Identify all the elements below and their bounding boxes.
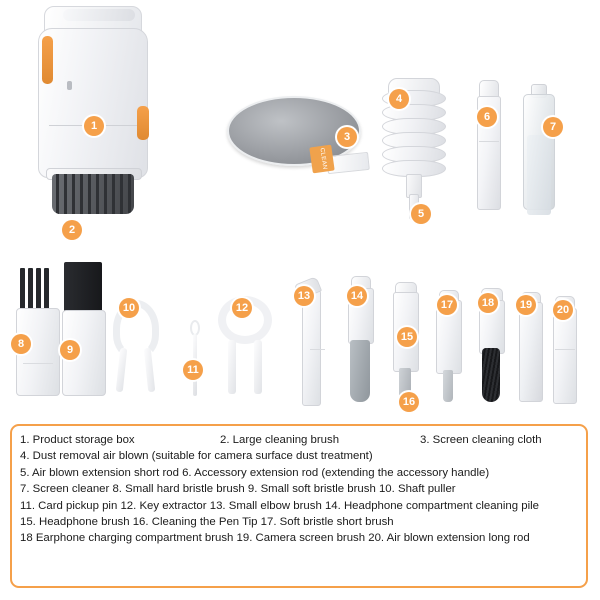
cleaning-pile-sponge [350, 340, 370, 402]
callout-13: 13 [294, 286, 314, 306]
callout-8: 8 [11, 334, 31, 354]
callout-11: 11 [183, 360, 203, 380]
callout-3: 3 [337, 127, 357, 147]
storage-box-indicator [67, 81, 72, 90]
callout-17: 17 [437, 295, 457, 315]
legend-line-2: 4. Dust removal air blown (suitable for camera surface dust treatment) [20, 450, 373, 463]
legend-line-1 [20, 433, 578, 447]
spray-bottle-body [523, 94, 555, 210]
legend-line-6: 15. Headphone brush 16. Cleaning the Pen Tip 17. Soft bristle short brush [20, 516, 394, 529]
callout-2: 2 [62, 220, 82, 240]
callout-19: 19 [516, 295, 536, 315]
callout-20: 20 [553, 300, 573, 320]
callout-6: 6 [477, 107, 497, 127]
shaft-puller-leg-right [144, 348, 156, 392]
callout-7: 7 [543, 117, 563, 137]
legend-item-1: 1. Product storage box [20, 434, 135, 446]
elbow-brush-shaft [302, 290, 321, 406]
callout-4: 4 [389, 89, 409, 109]
long-rod-shaft [553, 308, 577, 404]
soft-bristles [64, 262, 102, 312]
storage-box-orange-grip-right [137, 106, 149, 140]
callout-15: 15 [397, 327, 417, 347]
callout-18: 18 [478, 293, 498, 313]
spray-liquid [527, 135, 551, 215]
callout-9: 9 [60, 340, 80, 360]
cloth-tag-label: CLEAN [318, 147, 328, 171]
callout-12: 12 [232, 298, 252, 318]
legend-line-5: 11. Card pickup pin 12. Key extractor 13. Small elbow brush 14. Headphone compartment cleaning pile [20, 499, 539, 512]
legend-panel [10, 424, 588, 588]
legend-item-3: 3. Screen cleaning cloth [420, 434, 542, 446]
storage-box-body [38, 28, 148, 178]
storage-box-lid-top [63, 9, 135, 21]
short-brush-tip [443, 370, 453, 402]
legend-line-4: 7. Screen cleaner 8. Small hard bristle brush 9. Small soft bristle brush 10. Shaft puller [20, 483, 456, 496]
cloth-orange-tag [309, 145, 334, 174]
storage-box-orange-grip-left [42, 36, 53, 84]
earphone-brush-bristle-head [482, 348, 500, 402]
callout-14: 14 [347, 286, 367, 306]
callout-16: 16 [399, 392, 419, 412]
small-hard-bristle-brush [16, 268, 58, 394]
callout-1: 1 [84, 116, 104, 136]
card-pickup-pin [190, 320, 200, 396]
callout-10: 10 [119, 298, 139, 318]
small-soft-bristle-brush [62, 262, 104, 394]
legend-item-2: 2. Large cleaning brush [220, 434, 340, 446]
key-extractor-leg-left [228, 340, 236, 394]
key-extractor-leg-right [254, 340, 262, 394]
hard-bristles [20, 268, 54, 310]
large-cleaning-brush-head [52, 174, 134, 214]
legend-line-3: 5. Air blown extension short rod 6. Accessory extension rod (extending the accessory handle) [20, 466, 490, 479]
callout-5: 5 [411, 204, 431, 224]
accessory-extension-rod [477, 80, 499, 208]
screen-cleaner-spray-bottle [523, 84, 553, 208]
legend-line-7: 18 Earphone charging compartment brush 19. Camera screen brush 20. Air blown extension long rod [20, 532, 530, 545]
product-storage-box [38, 6, 146, 206]
camera-brush-shaft [519, 302, 543, 402]
shaft-puller-leg-left [116, 348, 128, 392]
